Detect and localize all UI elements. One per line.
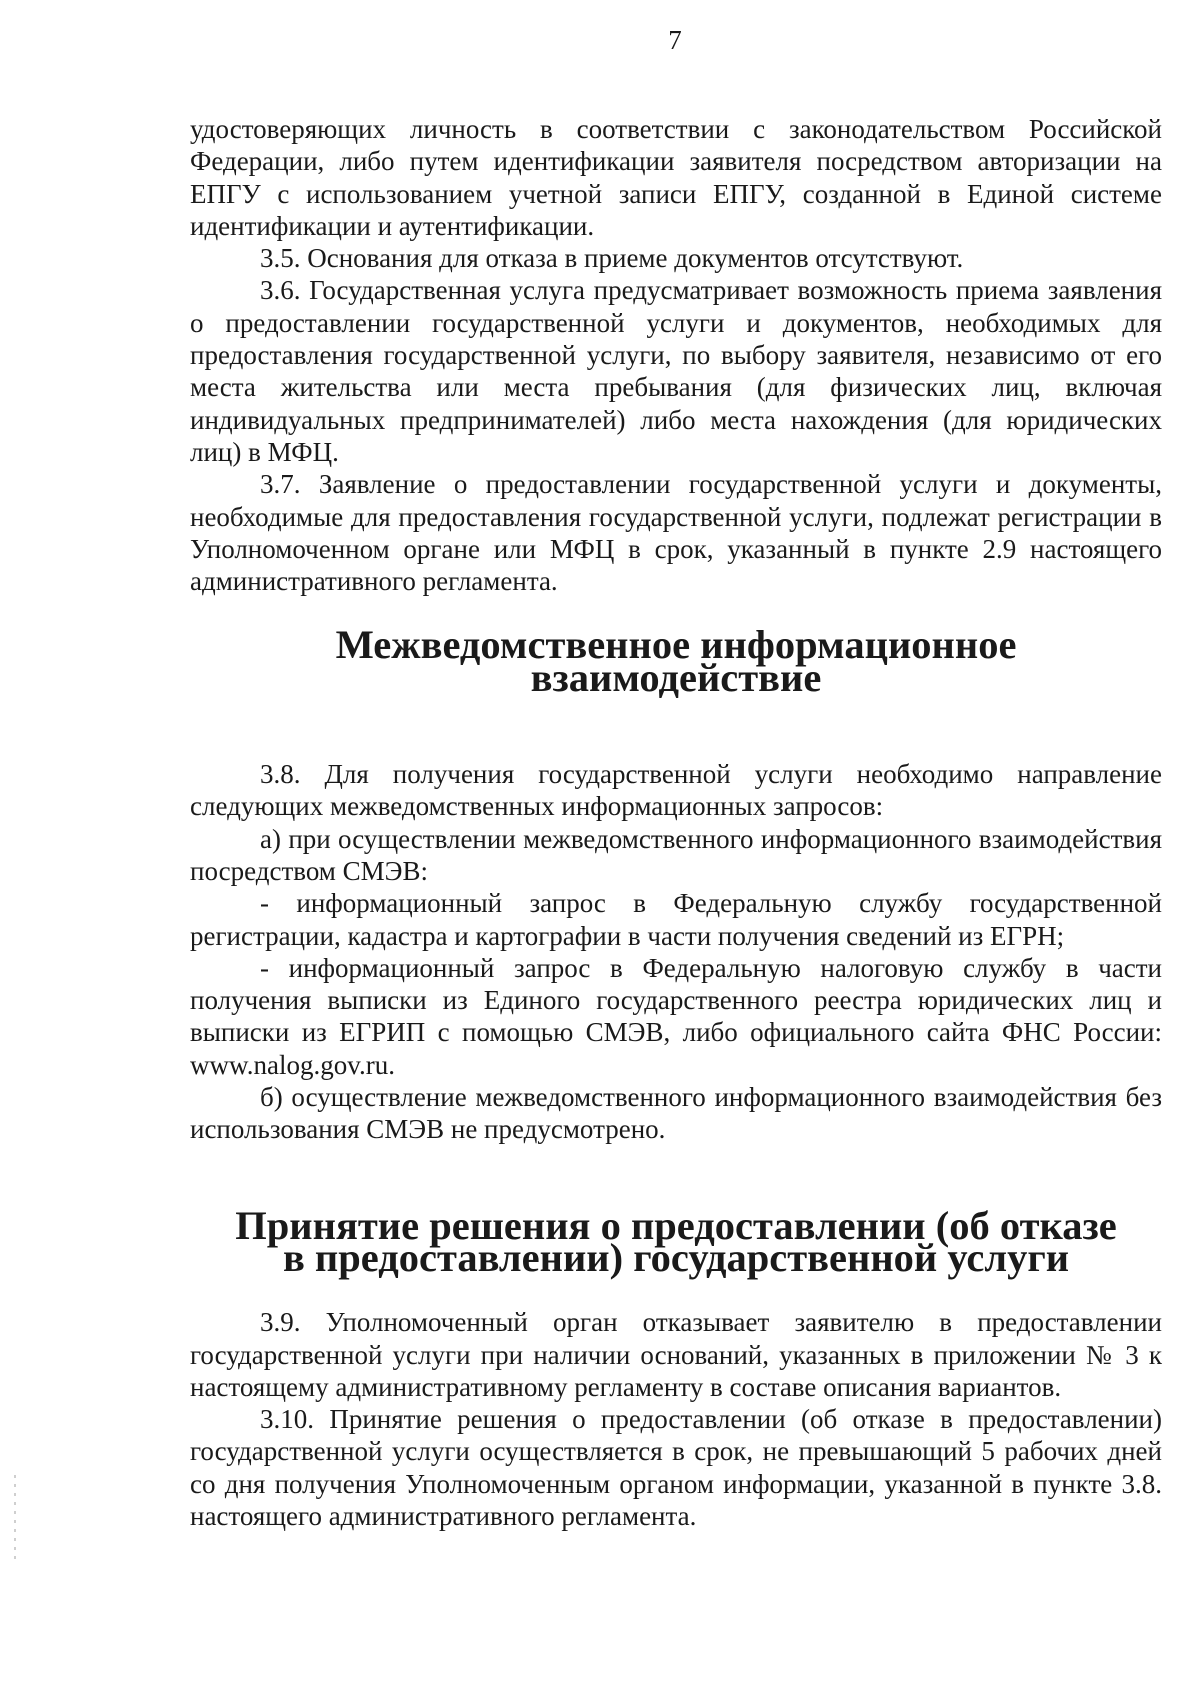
paragraph-3-10: 3.10. Принятие решения о предоставлении (об отказе в предоставлении) государственной услуги осуществляется в срок, не превышающий 5 рабочих дней со дня получения Уполномоченным органом информации, указанной в пункте 3.8. настоящего административного регламента. <box>190 1404 1162 1531</box>
paragraph-3-6: 3.6. Государственная услуга предусматривает возможность приема заявления о предоставлении государственной услуги и документов, необходимых для предоставления государственной услуги, по выбору заявителя, независимо от его места жительства или места пребывания (для физических лиц, включая индивидуальных предпринимателей) либо места нахождения (для юридических лиц) в МФЦ. <box>190 275 1162 467</box>
scan-margin-marks <box>14 1475 16 1565</box>
paragraph-3-8-a-item-2: - информационный запрос в Федеральную налоговую службу в части получения выписки из Единого государственного реестра юридических лиц и выписки из ЕГРИП с помощью СМЭВ, либо официального сайта ФНС России: www.nalog.gov.ru. <box>190 952 1162 1080</box>
paragraph-intro-continuation: удостоверяющих личность в соответствии с законодательством Российской Федерации, либо путем идентификации заявителя посредством авторизации на ЕПГУ с использованием учетной записи ЕПГУ, созданной в Единой системе идентификации и аутентификации. <box>190 114 1162 241</box>
paragraph-3-8-a: а) при осуществлении межведомственного информационного взаимодействия посредством СМЭВ: <box>190 823 1162 886</box>
paragraph-3-8-a-item-1: - информационный запрос в Федеральную службу государственной регистрации, кадастра и картографии в части получения сведений из ЕГРН; <box>190 888 1162 951</box>
document-body <box>190 113 1162 1532</box>
section-heading-interagency: Межведомственное информационное взаимодействие <box>335 622 1017 700</box>
page-number: 7 <box>668 25 682 55</box>
paragraph-3-8: 3.8. Для получения государственной услуги необходимо направление следующих межведомственных информационных запросов: <box>190 759 1162 822</box>
section-heading-decision-line-2: в предоставлении) государственной услуги <box>282 1234 1070 1280</box>
section-heading-decision <box>190 1202 1162 1280</box>
paragraph-3-7: 3.7. Заявление о предоставлении государственной услуги и документы, необходимые для предоставления государственной услуги, подлежат регистрации в Уполномоченном органе или МФЦ в срок, указанный в пункте 2.9 настоящего административного регламента. <box>190 469 1162 597</box>
paragraph-3-8-b: б) осуществление межведомственного информационного взаимодействия без использования СМЭВ не предусмотрено. <box>190 1082 1162 1145</box>
paragraph-3-5: 3.5. Основания для отказа в приеме документов отсутствуют. <box>260 243 964 274</box>
section-heading-decision-line-1: Принятие решения о предоставлении (об отказе <box>235 1202 1117 1248</box>
paragraph-3-9: 3.9. Уполномоченный орган отказывает заявителю в предоставлении государственной услуги при наличии оснований, указанных в приложении № 3 к настоящему административному регламенту в составе описания вариантов. <box>190 1307 1162 1402</box>
